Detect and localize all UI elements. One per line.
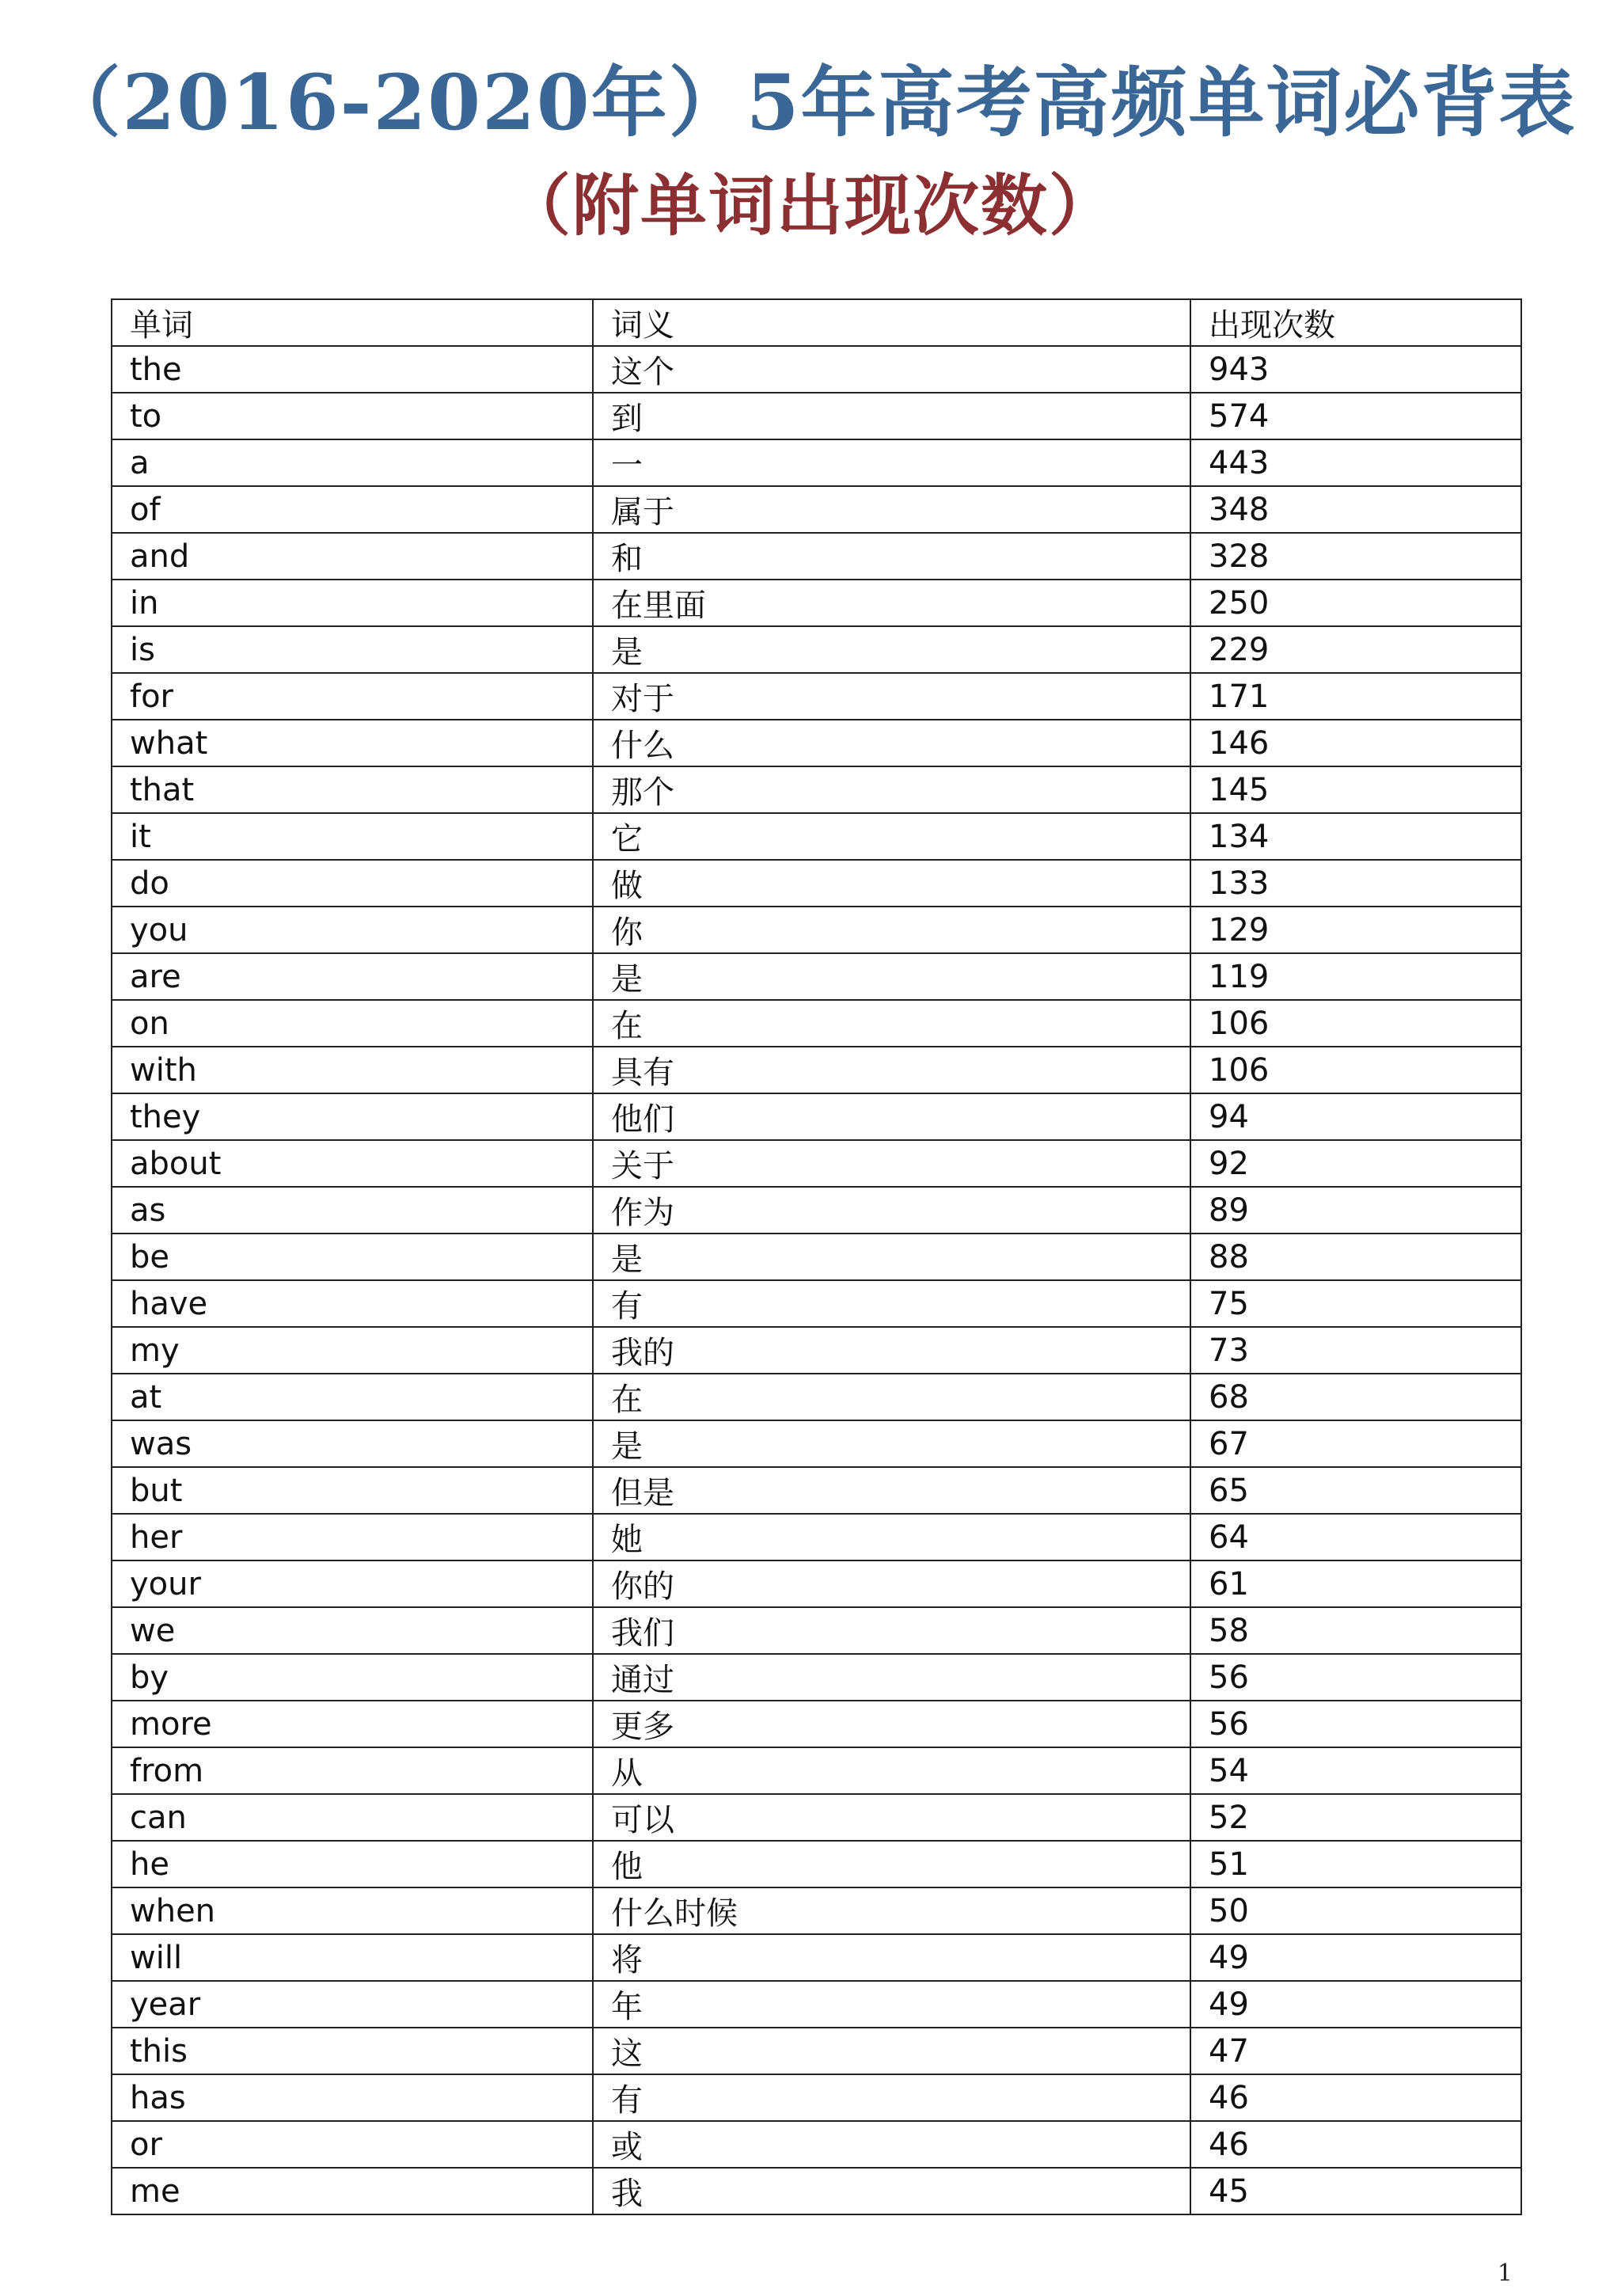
table-row	[112, 2028, 1521, 2074]
cell-word: with	[112, 1047, 593, 1093]
table-row	[112, 1841, 1521, 1887]
cell-meaning: 将	[593, 1934, 1190, 1981]
cell-meaning: 什么时候	[593, 1887, 1190, 1934]
cell-word: has	[112, 2074, 593, 2121]
table-row	[112, 2168, 1521, 2214]
cell-count: 171	[1190, 673, 1521, 720]
cell-word: by	[112, 1654, 593, 1701]
cell-meaning: 具有	[593, 1047, 1190, 1093]
cell-meaning: 他们	[593, 1093, 1190, 1140]
cell-word: can	[112, 1794, 593, 1841]
cell-word: in	[112, 580, 593, 626]
cell-word: do	[112, 860, 593, 907]
cell-count: 89	[1190, 1187, 1521, 1234]
table-row	[112, 907, 1521, 953]
cell-word: for	[112, 673, 593, 720]
cell-word: your	[112, 1560, 593, 1607]
cell-meaning: 有	[593, 1280, 1190, 1327]
table-row	[112, 1607, 1521, 1654]
cell-count: 64	[1190, 1514, 1521, 1560]
cell-count: 145	[1190, 766, 1521, 813]
cell-word: was	[112, 1420, 593, 1467]
cell-meaning: 我们	[593, 1607, 1190, 1654]
cell-word: on	[112, 1000, 593, 1047]
table-row	[112, 1093, 1521, 1140]
cell-word: this	[112, 2028, 593, 2074]
cell-word: that	[112, 766, 593, 813]
table-row	[112, 673, 1521, 720]
table-row	[112, 1187, 1521, 1234]
cell-word: when	[112, 1887, 593, 1934]
table-row	[112, 1047, 1521, 1093]
table-row	[112, 813, 1521, 860]
table-row	[112, 1420, 1521, 1467]
cell-count: 45	[1190, 2168, 1521, 2214]
table-row	[112, 1327, 1521, 1374]
table-row	[112, 1701, 1521, 1747]
cell-count: 51	[1190, 1841, 1521, 1887]
cell-count: 56	[1190, 1701, 1521, 1747]
cell-meaning: 作为	[593, 1187, 1190, 1234]
cell-word: be	[112, 1234, 593, 1280]
cell-count: 443	[1190, 439, 1521, 486]
table-row	[112, 1140, 1521, 1187]
cell-word: her	[112, 1514, 593, 1560]
table-header-row	[112, 299, 1521, 346]
cell-count: 94	[1190, 1093, 1521, 1140]
cell-word: me	[112, 2168, 593, 2214]
cell-meaning: 和	[593, 533, 1190, 580]
table-row	[112, 1374, 1521, 1420]
cell-count: 348	[1190, 486, 1521, 533]
cell-meaning: 到	[593, 393, 1190, 439]
table-row	[112, 2074, 1521, 2121]
table-body	[112, 299, 1521, 2214]
cell-word: are	[112, 953, 593, 1000]
cell-word: at	[112, 1374, 593, 1420]
cell-word: or	[112, 2121, 593, 2168]
cell-word: of	[112, 486, 593, 533]
cell-word: is	[112, 626, 593, 673]
cell-meaning: 这	[593, 2028, 1190, 2074]
cell-count: 61	[1190, 1560, 1521, 1607]
table-row	[112, 1280, 1521, 1327]
cell-meaning: 在里面	[593, 580, 1190, 626]
cell-count: 92	[1190, 1140, 1521, 1187]
cell-word: have	[112, 1280, 593, 1327]
cell-meaning: 通过	[593, 1654, 1190, 1701]
cell-word: you	[112, 907, 593, 953]
cell-count: 106	[1190, 1047, 1521, 1093]
cell-meaning: 对于	[593, 673, 1190, 720]
cell-count: 129	[1190, 907, 1521, 953]
cell-count: 146	[1190, 720, 1521, 766]
cell-meaning: 有	[593, 2074, 1190, 2121]
cell-count: 46	[1190, 2121, 1521, 2168]
table-row	[112, 1234, 1521, 1280]
cell-meaning: 这个	[593, 346, 1190, 393]
cell-count: 54	[1190, 1747, 1521, 1794]
cell-meaning: 那个	[593, 766, 1190, 813]
table-row	[112, 1467, 1521, 1514]
cell-meaning: 属于	[593, 486, 1190, 533]
cell-word: we	[112, 1607, 593, 1654]
cell-meaning: 他	[593, 1841, 1190, 1887]
cell-count: 49	[1190, 1981, 1521, 2028]
cell-word: to	[112, 393, 593, 439]
cell-count: 65	[1190, 1467, 1521, 1514]
table-row	[112, 1887, 1521, 1934]
table-row	[112, 720, 1521, 766]
cell-word: more	[112, 1701, 593, 1747]
cell-meaning: 她	[593, 1514, 1190, 1560]
cell-word: they	[112, 1093, 593, 1140]
cell-meaning: 是	[593, 1234, 1190, 1280]
cell-count: 134	[1190, 813, 1521, 860]
cell-word: about	[112, 1140, 593, 1187]
cell-count: 67	[1190, 1420, 1521, 1467]
page-subtitle: （附单词出现次数）	[503, 166, 1117, 245]
table-row	[112, 393, 1521, 439]
cell-count: 52	[1190, 1794, 1521, 1841]
table-row	[112, 1654, 1521, 1701]
cell-word: my	[112, 1327, 593, 1374]
cell-word: year	[112, 1981, 593, 2028]
cell-count: 133	[1190, 860, 1521, 907]
cell-word: and	[112, 533, 593, 580]
table-row	[112, 860, 1521, 907]
cell-meaning: 年	[593, 1981, 1190, 2028]
cell-word: the	[112, 346, 593, 393]
table-row	[112, 533, 1521, 580]
cell-count: 229	[1190, 626, 1521, 673]
table-row	[112, 1981, 1521, 2028]
cell-word: a	[112, 439, 593, 486]
cell-meaning: 它	[593, 813, 1190, 860]
table-row	[112, 1747, 1521, 1794]
cell-word: it	[112, 813, 593, 860]
header-word: 单词	[112, 299, 593, 346]
cell-count: 46	[1190, 2074, 1521, 2121]
cell-word: from	[112, 1747, 593, 1794]
table-row	[112, 626, 1521, 673]
cell-count: 106	[1190, 1000, 1521, 1047]
header-count: 出现次数	[1190, 299, 1521, 346]
cell-count: 119	[1190, 953, 1521, 1000]
header-meaning: 词义	[593, 299, 1190, 346]
cell-count: 75	[1190, 1280, 1521, 1327]
cell-meaning: 或	[593, 2121, 1190, 2168]
cell-meaning: 我的	[593, 1327, 1190, 1374]
cell-meaning: 可以	[593, 1794, 1190, 1841]
cell-meaning: 一	[593, 439, 1190, 486]
table-row	[112, 1794, 1521, 1841]
cell-meaning: 从	[593, 1747, 1190, 1794]
cell-count: 328	[1190, 533, 1521, 580]
cell-meaning: 是	[593, 626, 1190, 673]
cell-word: as	[112, 1187, 593, 1234]
table-row	[112, 580, 1521, 626]
cell-meaning: 是	[593, 1420, 1190, 1467]
table-row	[112, 1934, 1521, 1981]
cell-meaning: 是	[593, 953, 1190, 1000]
table-row	[112, 2121, 1521, 2168]
cell-word: what	[112, 720, 593, 766]
cell-meaning: 关于	[593, 1140, 1190, 1187]
cell-count: 88	[1190, 1234, 1521, 1280]
cell-meaning: 在	[593, 1374, 1190, 1420]
word-frequency-table	[111, 298, 1522, 2215]
cell-count: 943	[1190, 346, 1521, 393]
cell-word: will	[112, 1934, 593, 1981]
cell-word: but	[112, 1467, 593, 1514]
table-row	[112, 439, 1521, 486]
cell-count: 73	[1190, 1327, 1521, 1374]
table-row	[112, 1560, 1521, 1607]
table-row	[112, 953, 1521, 1000]
table-row	[112, 486, 1521, 533]
cell-meaning: 我	[593, 2168, 1190, 2214]
page-title: （2016-2020年）5年高考高频单词必背表	[44, 58, 1577, 147]
cell-meaning: 在	[593, 1000, 1190, 1047]
table-row	[112, 1000, 1521, 1047]
table-row	[112, 346, 1521, 393]
cell-meaning: 更多	[593, 1701, 1190, 1747]
cell-count: 68	[1190, 1374, 1521, 1420]
cell-count: 574	[1190, 393, 1521, 439]
cell-meaning: 但是	[593, 1467, 1190, 1514]
cell-meaning: 做	[593, 860, 1190, 907]
page-number: 1	[1497, 2260, 1513, 2287]
cell-count: 47	[1190, 2028, 1521, 2074]
cell-count: 49	[1190, 1934, 1521, 1981]
cell-meaning: 你的	[593, 1560, 1190, 1607]
cell-count: 56	[1190, 1654, 1521, 1701]
cell-word: he	[112, 1841, 593, 1887]
cell-meaning: 什么	[593, 720, 1190, 766]
table-row	[112, 1514, 1521, 1560]
cell-count: 58	[1190, 1607, 1521, 1654]
table-row	[112, 766, 1521, 813]
cell-count: 50	[1190, 1887, 1521, 1934]
cell-meaning: 你	[593, 907, 1190, 953]
cell-count: 250	[1190, 580, 1521, 626]
